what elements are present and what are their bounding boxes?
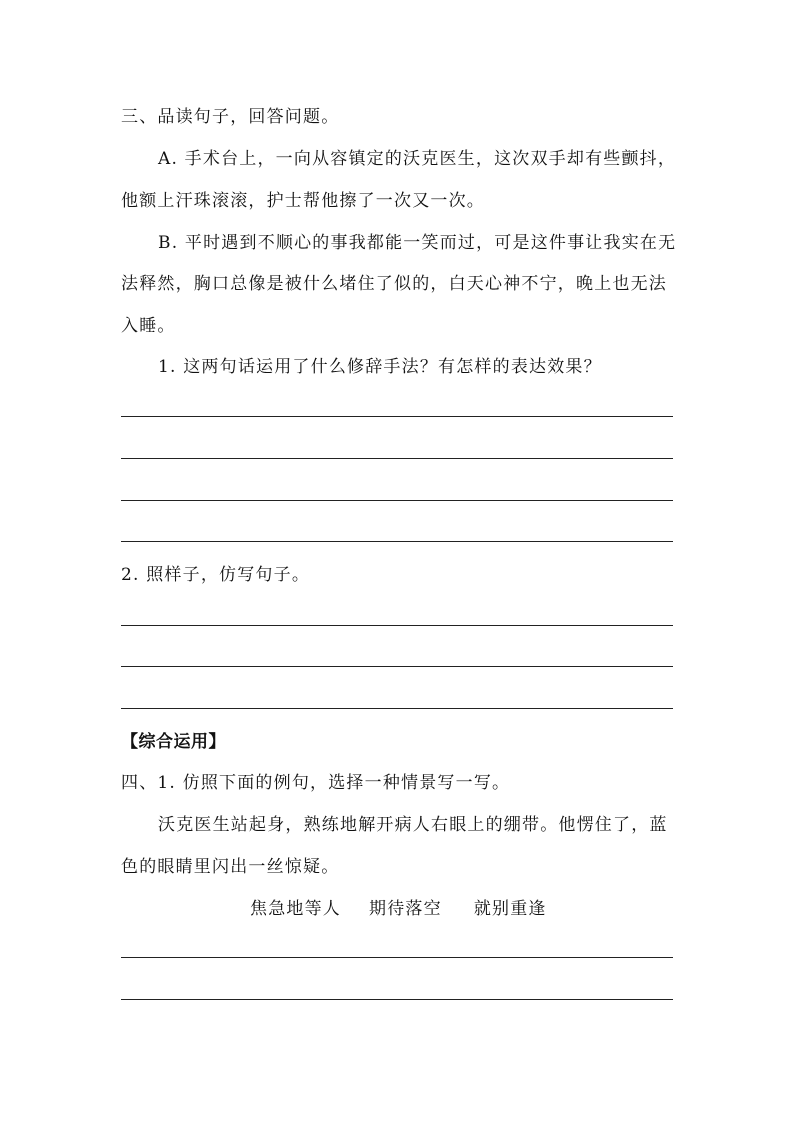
example-line-2: 色的眼睛里闪出一丝惊疑。 <box>121 857 340 877</box>
scene-option: 期待落空 <box>369 899 442 919</box>
answer-line[interactable] <box>121 666 673 667</box>
example-line-1: 沃克医生站起身，熟练地解开病人右眼上的绷带。他愣住了，蓝 <box>158 815 668 835</box>
sentence-a-line-2: 他额上汗珠滚滚，护士帮他擦了一次又一次。 <box>121 191 485 211</box>
answer-line[interactable] <box>121 541 673 542</box>
scene-options <box>250 899 547 919</box>
answer-line[interactable] <box>121 458 673 459</box>
scene-option: 就别重逢 <box>473 899 547 919</box>
section4-question-1: 四、1. 仿照下面的例句，选择一种情景写一写。 <box>121 773 511 793</box>
sentence-b-line-3: 入睡。 <box>121 316 176 336</box>
answer-line[interactable] <box>121 708 673 709</box>
question-2: 2. 照样子，仿写句子。 <box>121 565 311 585</box>
sentence-b-line-1: B. 平时遇到不顺心的事我都能一笑而过，可是这件事让我实在无 <box>158 233 677 253</box>
section-heading-3: 三、品读句子，回答问题。 <box>121 107 340 127</box>
answer-line[interactable] <box>121 957 673 958</box>
question-1: 1. 这两句话运用了什么修辞手法？有怎样的表达效果？ <box>158 357 602 377</box>
answer-line[interactable] <box>121 999 673 1000</box>
answer-line[interactable] <box>121 416 673 417</box>
scene-option: 焦急地等人 <box>250 899 341 919</box>
answer-line[interactable] <box>121 625 673 626</box>
sentence-a-line-1: A. 手术台上，一向从容镇定的沃克医生，这次双手却有些颤抖， <box>158 149 677 169</box>
answer-line[interactable] <box>121 500 673 501</box>
section-title-comprehensive: 【综合运用】 <box>121 732 226 752</box>
sentence-b-line-2: 法释然，胸口总像是被什么堵住了似的，白天心神不宁，晚上也无法 <box>121 274 667 294</box>
